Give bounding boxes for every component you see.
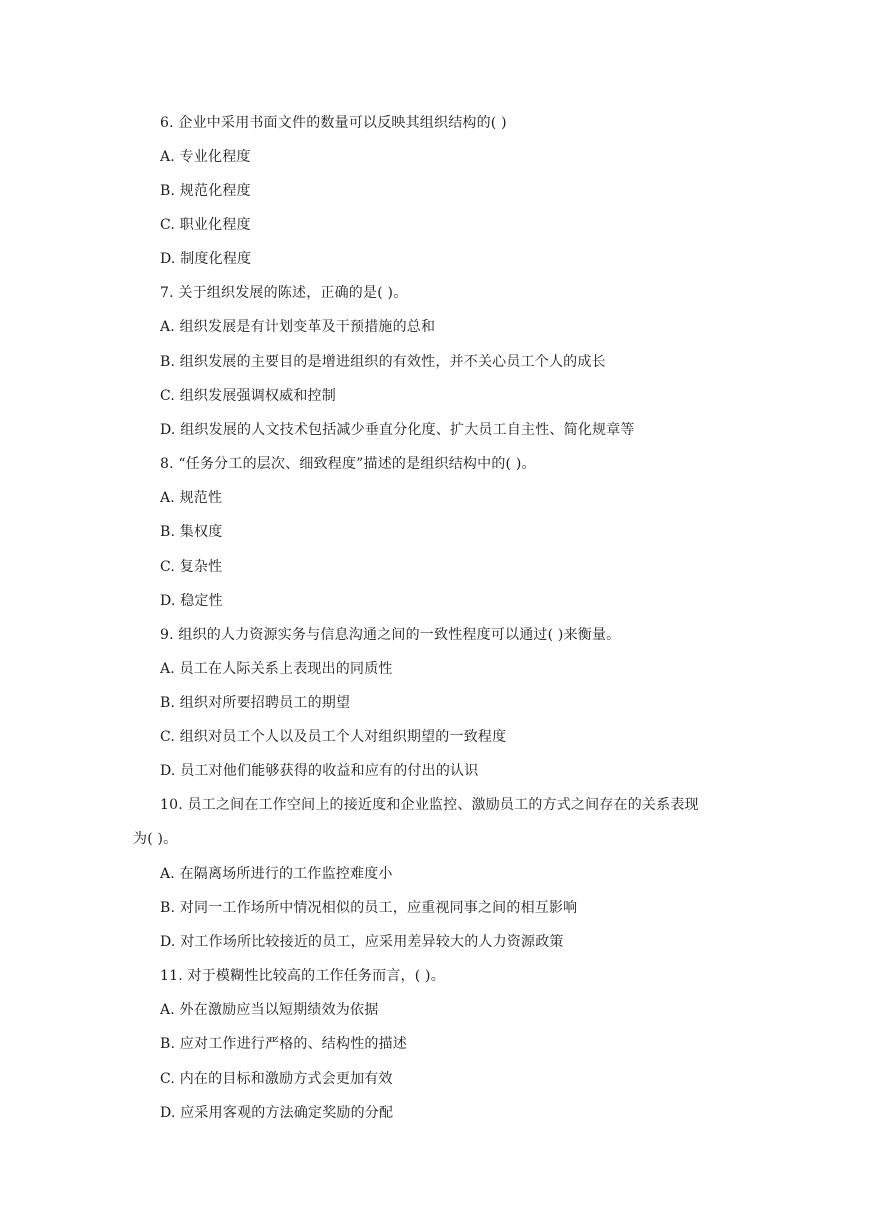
question-11-option-d: D. 应采用客观的方法确定奖励的分配: [160, 1105, 394, 1121]
question-7-option-c: C. 组织发展强调权威和控制: [160, 388, 336, 404]
question-8-option-a: A. 规范性: [160, 490, 223, 506]
question-8-option-c: C. 复杂性: [160, 559, 223, 575]
question-8-option-b: B. 集权度: [160, 524, 223, 540]
question-6-option-b: B. 规范化程度: [160, 183, 251, 199]
question-7-option-a: A. 组织发展是有计划变革及干预措施的总和: [160, 319, 436, 335]
question-10-stem-line-1: 10. 员工之间在工作空间上的接近度和企业监控、激励员工的方式之间存在的关系表现: [160, 797, 699, 813]
question-9-option-a: A. 员工在人际关系上表现出的同质性: [160, 661, 393, 677]
question-9-option-b: B. 组织对所要招聘员工的期望: [160, 695, 351, 711]
question-11-stem: 11. 对于模糊性比较高的工作任务而言，( )。: [160, 968, 445, 984]
question-8-stem: 8. “任务分工的层次、细致程度”描述的是组织结构中的( )。: [160, 456, 536, 472]
question-7-option-d: D. 组织发展的人文技术包括减少垂直分化度、扩大员工自主性、简化规章等: [160, 422, 635, 438]
question-6-option-d: D. 制度化程度: [160, 251, 252, 267]
question-10-option-b: B. 对同一工作场所中情况相似的员工，应重视同事之间的相互影响: [160, 900, 578, 916]
question-9-option-d: D. 员工对他们能够获得的收益和应有的付出的认识: [160, 763, 479, 779]
question-11-option-b: B. 应对工作进行严格的、结构性的描述: [160, 1036, 407, 1052]
question-7-option-b: B. 组织发展的主要目的是增进组织的有效性，并不关心员工个人的成长: [160, 354, 606, 370]
question-10-option-a: A. 在隔离场所进行的工作监控难度小: [160, 866, 393, 882]
question-7-stem: 7. 关于组织发展的陈述，正确的是( )。: [160, 285, 408, 301]
question-8-option-d: D. 稳定性: [160, 593, 223, 609]
question-9-stem: 9. 组织的人力资源实务与信息沟通之间的一致性程度可以通过( )来衡量。: [160, 627, 621, 643]
question-9-option-c: C. 组织对员工个人以及员工个人对组织期望的一致程度: [160, 729, 507, 745]
question-10-stem-line-2: 为( )。: [133, 831, 178, 847]
question-6-option-c: C. 职业化程度: [160, 217, 251, 233]
question-11-option-c: C. 内在的目标和激励方式会更加有效: [160, 1071, 393, 1087]
question-6-stem: 6. 企业中采用书面文件的数量可以反映其组织结构的( ): [160, 115, 507, 131]
question-6-option-a: A. 专业化程度: [160, 149, 251, 165]
question-11-option-a: A. 外在激励应当以短期绩效为依据: [160, 1002, 379, 1018]
question-10-option-d: D. 对工作场所比较接近的员工，应采用差异较大的人力资源政策: [160, 934, 564, 950]
